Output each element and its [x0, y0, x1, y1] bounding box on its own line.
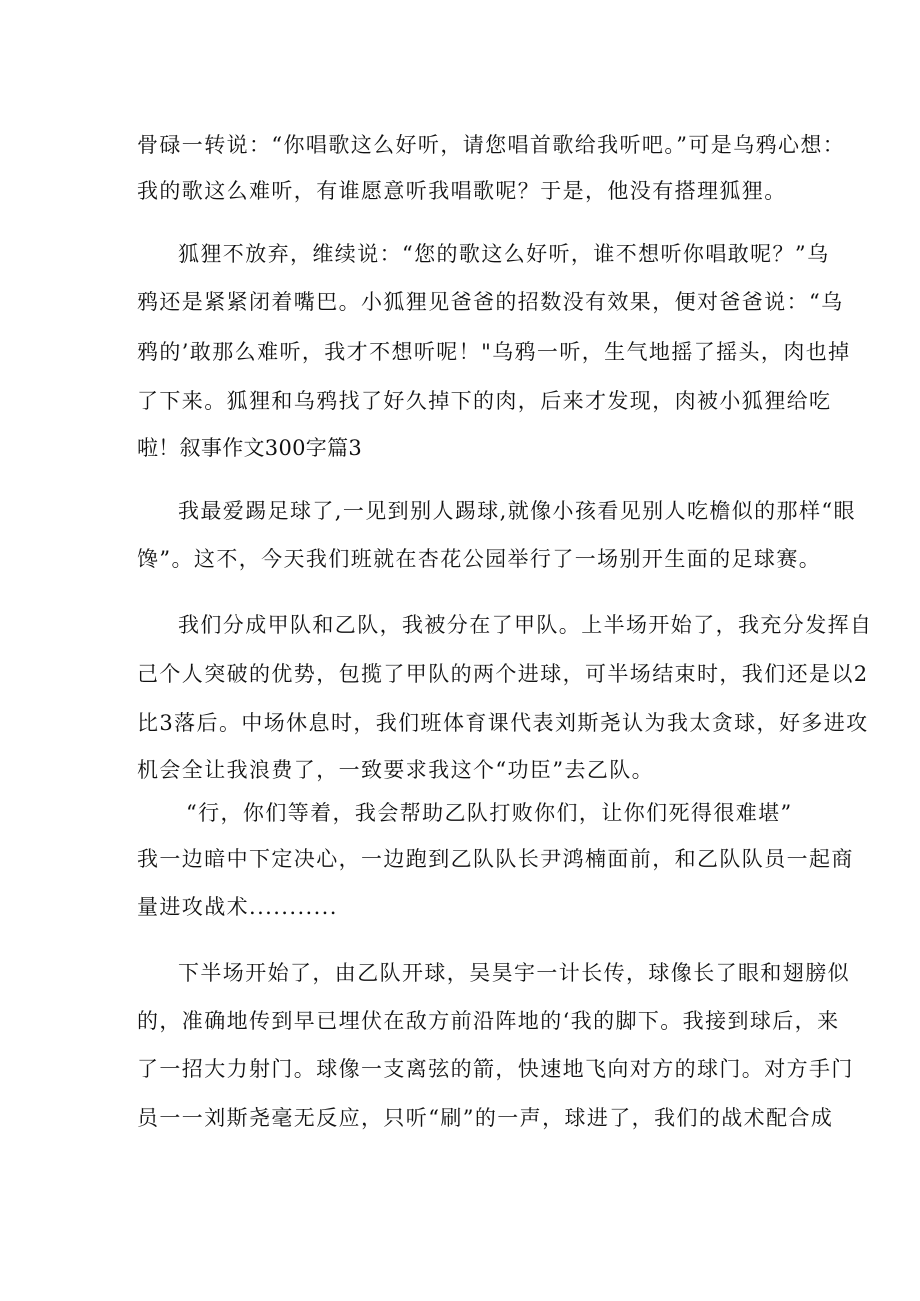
paragraph-first-line: 我们分成甲队和乙队，我被分在了甲队。上半场开始了，我充分发挥自: [178, 613, 873, 637]
paragraph-first-line: 我最爱踢足球了,一见到别人踢球,就像小孩看见别人吃檐似的那样“眼: [178, 499, 856, 523]
text-line: 了一招大力射门。球像一支离弦的箭，快速地飞向对方的球门。对方手门: [137, 1057, 854, 1081]
text-line: 比3落后。中场休息时，我们班体育课代表刘斯尧认为我太贪球，好多进攻: [137, 711, 869, 735]
text-line: 骨碌一转说：“你唱歌这么好听，请您唱首歌给我听吧。”可是乌鸦心想：: [137, 133, 846, 157]
text-line: 员一一刘斯尧毫无反应，只听“刷”的一声，球进了，我们的战术配合成: [137, 1106, 834, 1130]
text-line: 己个人突破的优势，包揽了甲队的两个进球，可半场结束时，我们还是以2: [137, 662, 869, 686]
text-line: 我的歌这么难听，有谁愿意听我唱歌呢？于是，他没有搭理狐狸。: [137, 179, 787, 203]
text-line: 我一边暗中下定决心，一边跑到乙队队长尹鸿楠面前，和乙队队员一起商: [137, 847, 854, 871]
text-line: 鸦还是紧紧闭着嘴巴。小狐狸见爸爸的招数没有效果，便对爸爸说：“乌: [137, 290, 844, 314]
text-line: 的，准确地传到早已埋伏在敌方前沿阵地的‘我的脚下。我接到球后，来: [137, 1009, 840, 1033]
paragraph-first-line: 狐狸不放弃，维续说：“您的歌这么好听，谁不想听你唱敢呢？”乌: [178, 242, 830, 266]
quote-line: “行，你们等着，我会帮助乙队打败你们，让你们死得很难堪”: [186, 801, 793, 825]
text-line: 了下来。狐狸和乌鸦找了好久掉下的肉，后来才发现，肉被小狐狸给吃: [137, 389, 832, 413]
paragraph-first-line: 下半场开始了，由乙队开球，吴昊宇一计长传，球像长了眼和翅膀似: [178, 961, 850, 985]
text-line: 机会全让我浪费了，一致要求我这个“功臣”去乙队。: [137, 758, 655, 782]
text-line: 馋”。这不，今天我们班就在杏花公园举行了一场别开生面的足球赛。: [137, 547, 822, 571]
text-line: 量进攻战术...........: [137, 895, 338, 919]
section-heading: 啦！叙事作文300字篇3: [137, 436, 363, 460]
text-line: 鸦的’敢那么难听，我才不想听呢！"乌鸦一听，生气地摇了摇头，肉也掉: [137, 340, 851, 364]
